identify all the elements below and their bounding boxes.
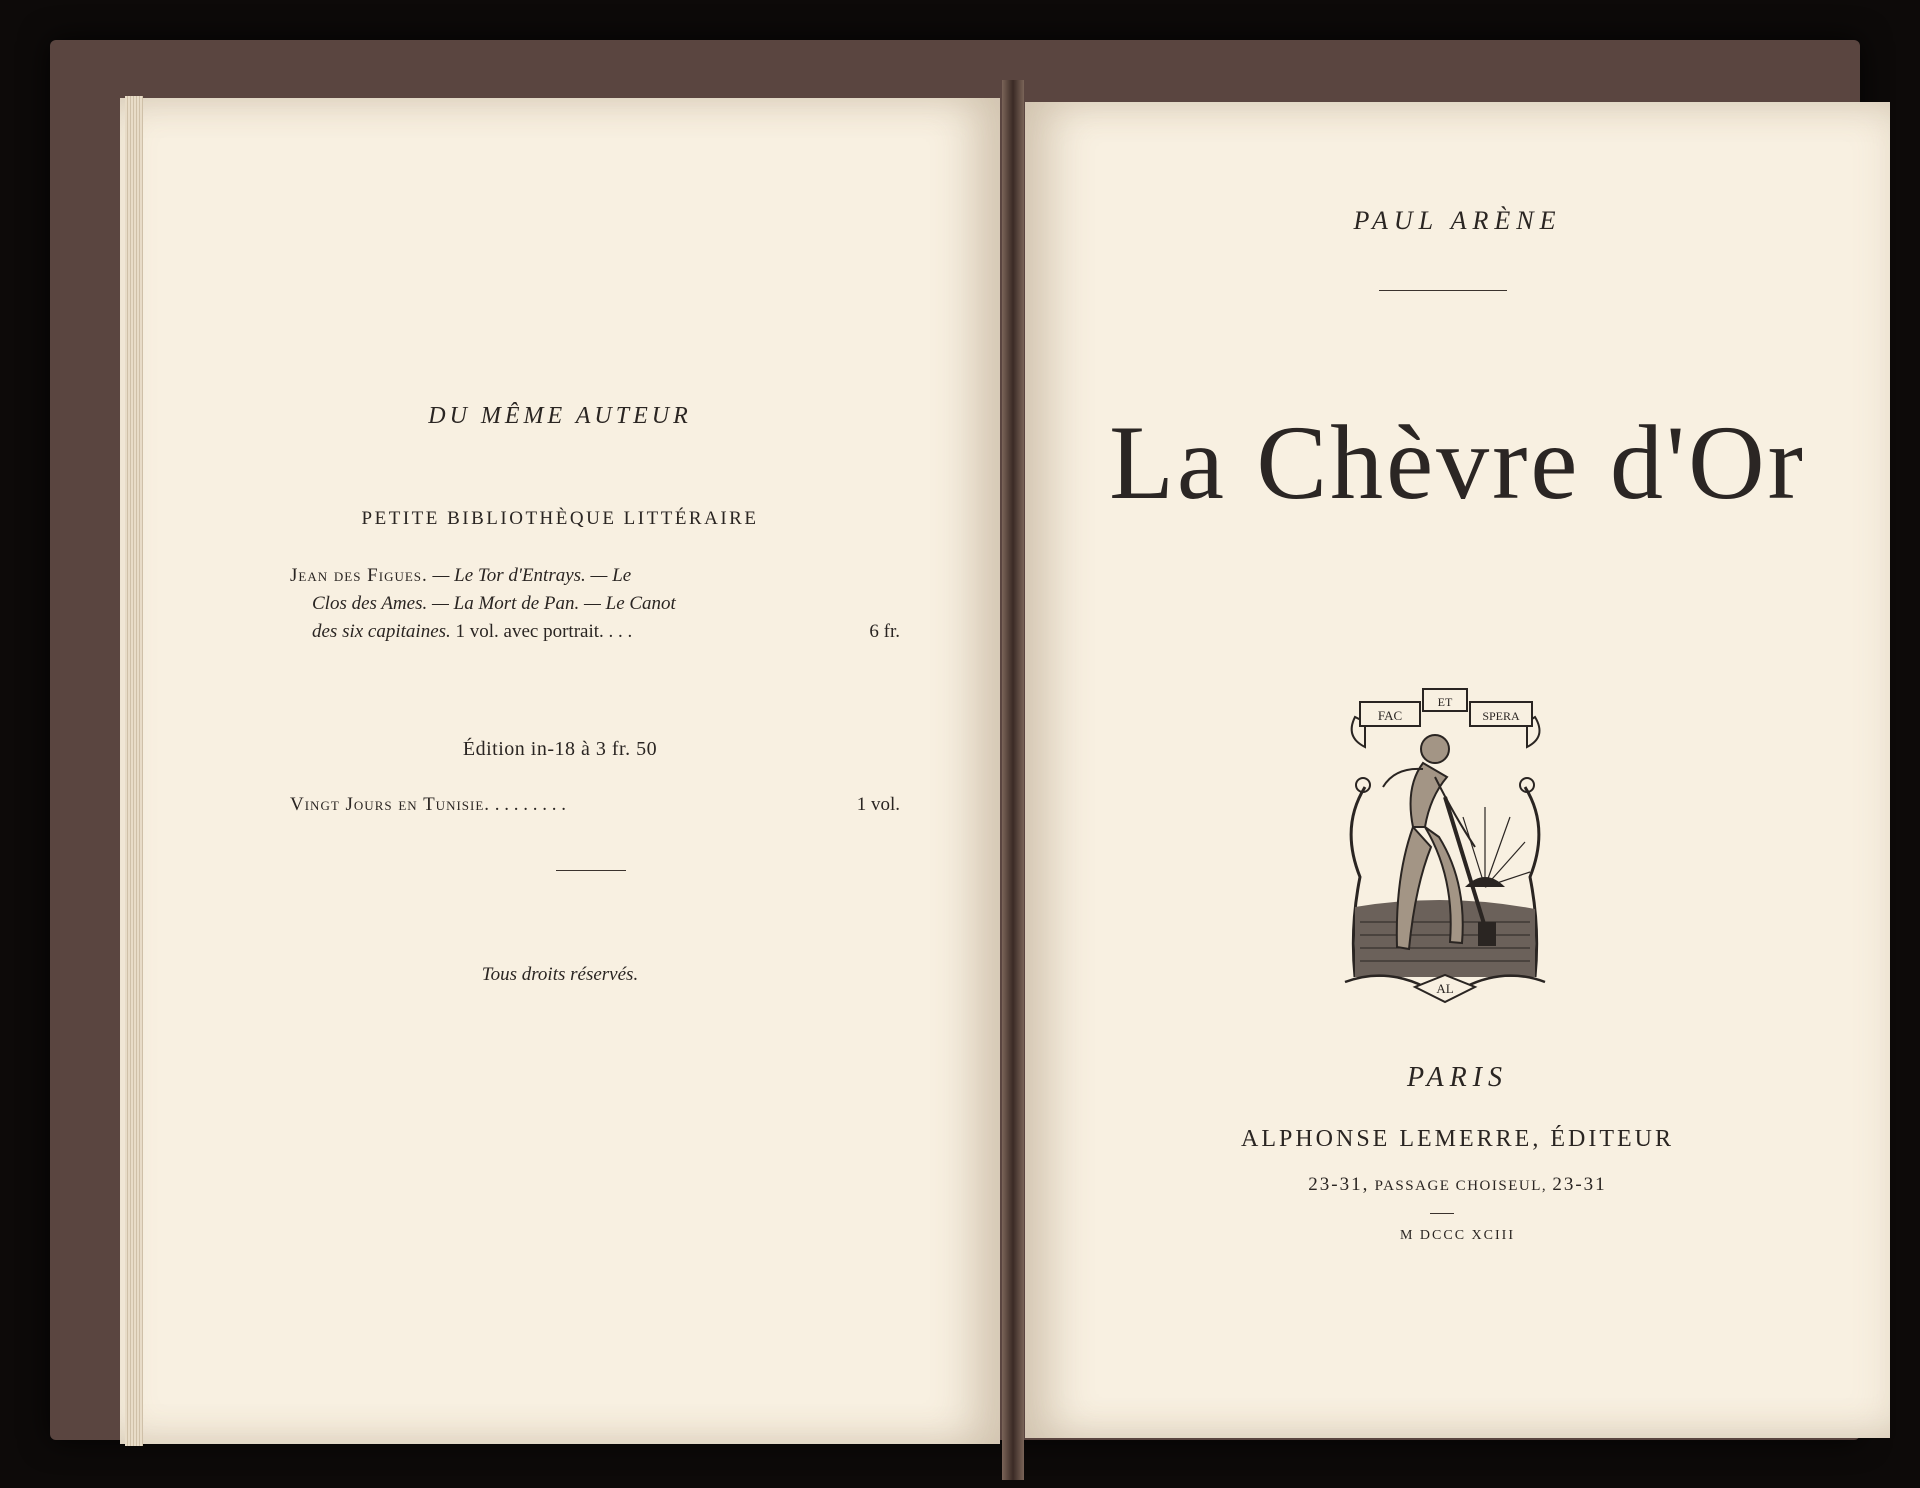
page-edges: [125, 96, 143, 1446]
publisher-name: ALPHONSE LEMERRE, ÉDITEUR: [1241, 1126, 1674, 1152]
entry-2-dots: . . . . . . . .: [490, 794, 567, 815]
monogram: AL: [1436, 981, 1454, 996]
left-page: [120, 98, 1000, 1444]
open-book: [50, 40, 1860, 1440]
ground: [1355, 900, 1535, 977]
address-street: PASSAGE CHOISEUL,: [1369, 1178, 1553, 1194]
motto-left: FAC: [1377, 708, 1403, 723]
rights-notice: Tous droits réservés.: [481, 964, 639, 985]
by-same-author-heading: DU MÊME AUTEUR: [428, 403, 692, 429]
entry-price: 6 fr.: [869, 621, 900, 642]
entry-line-1-rest: — Le Tor d'Entrays. — Le: [427, 565, 632, 586]
entry-2-volumes: 1 vol.: [856, 794, 900, 815]
spade-blade: [1478, 922, 1496, 946]
motto-center: ET: [1437, 695, 1453, 709]
separator-rule: [556, 870, 626, 871]
right-page: [1025, 102, 1890, 1438]
entry-line-1: [290, 562, 880, 590]
publication-city: PARIS: [1406, 1062, 1509, 1093]
publication-year: M DCCC XCIII: [1399, 1228, 1515, 1243]
edition-note: Édition in-18 à 3 fr. 50: [462, 738, 658, 760]
book-title: La Chèvre d'Or: [1109, 404, 1806, 521]
address-number-right: 23-31: [1552, 1174, 1607, 1195]
entry-2-title: Vingt Jours en Tunisie.: [290, 794, 491, 815]
sun-rays: [1463, 807, 1530, 887]
publisher-address: [1025, 1174, 1890, 1196]
bibliography-entry-2: [290, 794, 900, 816]
entry-line-3: [290, 618, 900, 646]
entry-title: Jean des Figues.: [290, 565, 428, 586]
author-name: PAUL ARÈNE: [1353, 206, 1562, 235]
author-rule: [1379, 290, 1507, 291]
entry-line-2: Clos des Ames. — La Mort de Pan. — Le Canot: [312, 593, 676, 614]
entry-line-3-rest: 1 vol. avec portrait. . . .: [450, 621, 633, 642]
publisher-emblem: [1335, 677, 1555, 1017]
entry-line-3-italic: des six capitaines.: [312, 621, 451, 642]
series-name: PETITE BIBLIOTHÈQUE LITTÉRAIRE: [361, 508, 759, 529]
bibliography-entry: [290, 562, 900, 646]
motto-right: SPERA: [1482, 709, 1520, 723]
year-rule: [1430, 1213, 1454, 1214]
book-gutter: [1002, 80, 1024, 1480]
address-number-left: 23-31,: [1308, 1174, 1370, 1195]
